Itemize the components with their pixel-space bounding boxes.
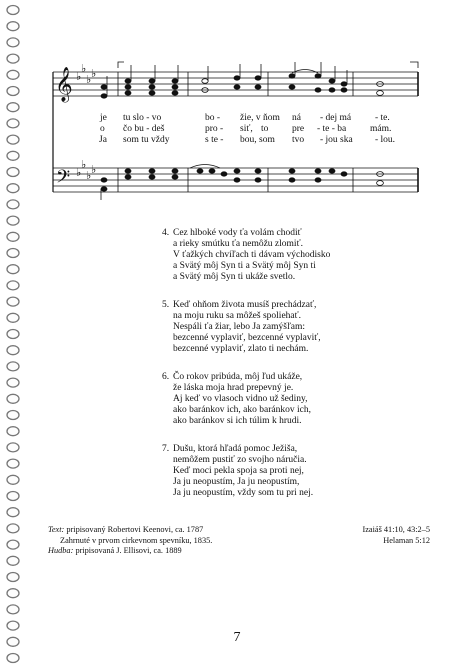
svg-text:♭: ♭ — [86, 74, 92, 86]
verse-line: Cez hlboké vody ťa volám chodiť — [173, 228, 302, 238]
binding-ring — [7, 281, 19, 290]
binding-ring — [7, 508, 19, 517]
syllable: bo - — [205, 113, 221, 123]
verse-line: ako baránkov ich, ako baránkov ich, — [173, 405, 311, 415]
syllable: čo bu - deš — [123, 124, 165, 134]
verse-number: 7. — [162, 444, 170, 454]
verse-5 — [162, 300, 422, 355]
binding-ring — [7, 589, 19, 598]
binding-ring — [7, 443, 19, 452]
verse-line: V ťažkých chvíľach ti dávam východisko — [173, 250, 331, 260]
binding-ring — [7, 475, 19, 484]
binding-ring — [7, 362, 19, 371]
syllable: o — [100, 124, 105, 134]
verse-line: a Svätý môj Syn ti ukáže svetlo. — [173, 272, 296, 282]
verse-line: na moju ruku sa môžeš spoliehať. — [173, 311, 302, 321]
syllable: to — [261, 124, 269, 134]
binding-ring — [7, 605, 19, 614]
syllable: - jou ska — [320, 135, 353, 145]
syllable: siť, — [240, 124, 253, 134]
verse-4 — [162, 228, 422, 283]
binding-ring — [7, 265, 19, 274]
verse-line: a rieky smútku ťa nemôžu zlomiť. — [173, 239, 304, 249]
svg-text:♭: ♭ — [86, 170, 92, 182]
verse-line: Ja ju neopustím, Ja ju neopustím, — [173, 477, 300, 487]
svg-text:♭: ♭ — [91, 68, 97, 80]
svg-text:♭: ♭ — [81, 159, 87, 171]
syllable: tu slo - vo — [123, 113, 162, 123]
binding-ring — [7, 216, 19, 225]
syllable: pro - — [205, 124, 224, 134]
binding-ring — [7, 573, 19, 582]
treble-notes — [101, 62, 383, 98]
reference: Izaiáš 41:10, 43:2–5 — [362, 525, 430, 534]
syllable: - te - ba — [317, 124, 347, 134]
verses — [162, 228, 422, 516]
reference: Helaman 5:12 — [383, 535, 430, 545]
verse-line: bezcenné vyplaviť, bezcenné vyplaviť, — [173, 333, 321, 343]
bass-notes — [101, 169, 383, 200]
verse-line: že láska moja hrad prepevný je. — [173, 383, 294, 393]
syllable: je — [100, 113, 107, 123]
syllable: - lou. — [375, 135, 396, 145]
text-credit-note: Zahrnuté v prvom cirkevnom spevníku, 1835. — [60, 535, 213, 545]
binding-ring — [7, 330, 19, 339]
syllable: - te. — [375, 113, 390, 123]
syllable: s te - — [205, 135, 224, 145]
verse-7 — [162, 444, 422, 499]
key-signature — [76, 63, 96, 182]
music-credit-label: Hudba: — [48, 546, 74, 556]
verse-line: Keď moci pekla spoja sa proti nej, — [173, 466, 304, 476]
page-number: 7 — [233, 630, 241, 645]
text-credit: pripisovaný Robertovi Keenovi, ca. 1787 — [66, 525, 204, 534]
verse-number: 6. — [162, 372, 170, 382]
verse-line: bezcenné vyplaviť, zlato ti nechám. — [173, 344, 309, 354]
binding-ring — [7, 411, 19, 420]
verse-number: 5. — [162, 300, 170, 310]
binding-ring — [7, 200, 19, 209]
binding-ring — [7, 427, 19, 436]
music-credit: pripisovaná J. Ellisovi, ca. 1889 — [75, 546, 182, 556]
syllable: mám. — [370, 124, 392, 134]
binding-ring — [7, 249, 19, 258]
syllable: som tu vždy — [123, 135, 170, 145]
verse-line: nemôžem pustiť zo svojho náručia. — [173, 455, 307, 465]
verse-line: Nespáli ťa žiar, lebo Ja zamýšľam: — [173, 322, 306, 332]
verse-line: Keď ohňom života musíš prechádzať, — [173, 300, 317, 310]
verse-line: Aj keď vo vlasoch vidno už šediny, — [173, 394, 308, 404]
binding-ring — [7, 540, 19, 549]
svg-text:♭: ♭ — [76, 71, 82, 83]
syllable: Ja — [99, 135, 107, 145]
verse-line: ako baránkov si ich túlim k hrudi. — [173, 416, 302, 426]
binding-ring — [7, 378, 19, 387]
music-notation — [0, 0, 474, 200]
binding-ring — [7, 346, 19, 355]
syllable: ná — [292, 113, 301, 123]
binding-ring — [7, 394, 19, 403]
verse-line: Čo rokov pribúda, môj ľud ukáže, — [173, 372, 303, 382]
bass-clef-icon: 𝄢 — [56, 166, 71, 191]
svg-text:♭: ♭ — [81, 63, 87, 75]
binding-ring — [7, 524, 19, 533]
scripture-references — [362, 525, 430, 546]
svg-text:♭: ♭ — [91, 164, 97, 176]
verse-line: Ja ju neopustím, vždy som tu pri nej. — [173, 488, 314, 498]
binding-ring — [7, 313, 19, 322]
binding-ring — [7, 654, 19, 663]
syllable: bou, som — [240, 135, 275, 145]
verse-6 — [162, 372, 422, 427]
binding-ring — [7, 621, 19, 630]
syllable: tvo — [292, 135, 305, 145]
binding-ring — [7, 297, 19, 306]
binding-ring — [7, 459, 19, 468]
verse-line: Dušu, ktorá hľadá pomoc Ježiša, — [173, 444, 298, 454]
syllable: pre — [292, 124, 305, 134]
verse-number: 4. — [162, 228, 170, 238]
treble-clef-icon: 𝄞 — [55, 68, 73, 101]
syllable: žie, v ňom — [240, 113, 280, 123]
binding-ring — [7, 492, 19, 501]
svg-text:♭: ♭ — [76, 167, 82, 179]
binding-ring — [7, 232, 19, 241]
credits — [48, 525, 212, 557]
binding-ring — [7, 556, 19, 565]
text-credit-label: Text: — [48, 525, 65, 534]
syllable: - dej má — [320, 113, 352, 123]
verse-line: a Svätý môj Syn ti a Svätý môj Syn ti — [173, 261, 316, 271]
